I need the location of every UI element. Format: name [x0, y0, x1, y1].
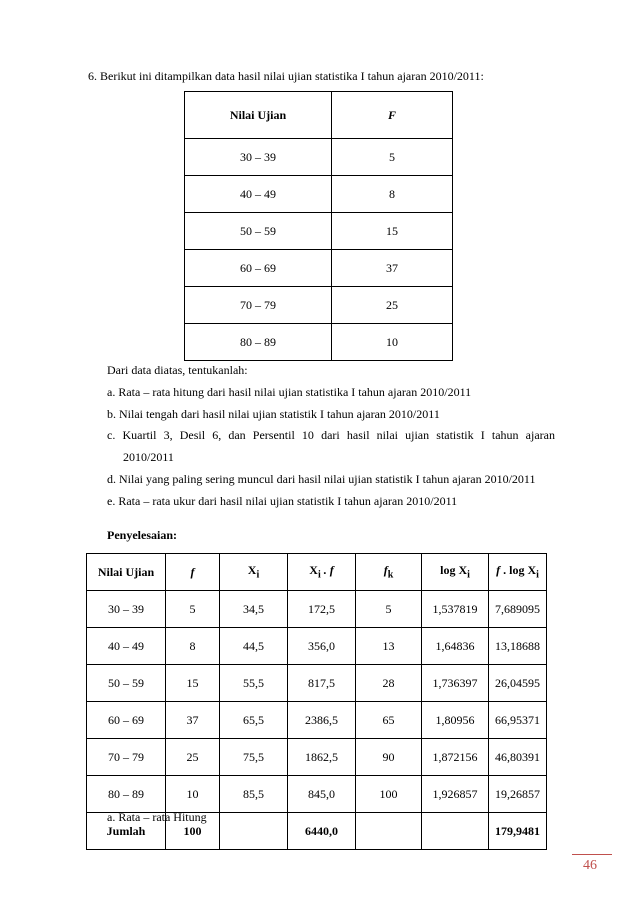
header-fk-text: f: [383, 563, 388, 578]
header-xif-sub: i: [317, 569, 321, 581]
table-cell: 30 – 39: [185, 139, 332, 176]
solution-table: [86, 553, 547, 850]
header-f-log-xi: [489, 554, 547, 591]
table-cell: 13,18688: [489, 628, 547, 665]
total-f: 100: [166, 813, 220, 850]
table-cell: 50 – 59: [185, 213, 332, 250]
table-cell: 10: [332, 324, 453, 361]
table-cell: 55,5: [220, 665, 288, 702]
solution-header-row: [87, 554, 547, 591]
table-header-row: [185, 92, 453, 139]
table-row: [185, 250, 453, 287]
header-xi-text: X: [247, 563, 257, 578]
instruction-a: a. Rata – rata hitung dari hasil nilai ujian statistika I tahun ajaran 2010/2011: [107, 384, 472, 399]
table-cell: 70 – 79: [185, 287, 332, 324]
table-row: [185, 176, 453, 213]
table-cell: 80 – 89: [87, 776, 166, 813]
header-nilai-ujian: Nilai Ujian: [87, 554, 166, 591]
table-cell: 65: [356, 702, 422, 739]
header-fk: [356, 554, 422, 591]
instruction-list: [107, 360, 555, 513]
table-cell: 25: [166, 739, 220, 776]
header-xi-f: [288, 554, 356, 591]
table-cell: 44,5: [220, 628, 288, 665]
instruction-intro: Dari data diatas, tentukanlah:: [107, 363, 248, 377]
table-cell: 25: [332, 287, 453, 324]
table-cell: 1,537819: [422, 591, 489, 628]
table-cell: 70 – 79: [87, 739, 166, 776]
table-cell: 26,04595: [489, 665, 547, 702]
header-xi-sub: i: [256, 569, 260, 581]
header-flog-text: . log X: [500, 563, 537, 578]
table-cell: 65,5: [220, 702, 288, 739]
table-cell: 1,64836: [422, 628, 489, 665]
table-cell: 85,5: [220, 776, 288, 813]
instruction-c-continued: 2010/2011: [123, 450, 174, 465]
table-cell: 15: [332, 213, 453, 250]
instruction-d: d. Nilai yang paling sering muncul dari hasil nilai ujian statistik I tahun ajaran 2010/2011: [107, 471, 536, 486]
table-cell: 5: [332, 139, 453, 176]
header-fk-sub: k: [387, 569, 394, 581]
header-logxi-text: log X: [440, 563, 468, 578]
table-cell: 7,689095: [489, 591, 547, 628]
frequency-table: [184, 91, 453, 361]
table-cell: 40 – 49: [87, 628, 166, 665]
header-flog-prefix: f: [496, 563, 501, 578]
table-cell: 1,80956: [422, 702, 489, 739]
table-row: [87, 628, 547, 665]
header-f: F: [332, 92, 453, 139]
table-cell: 66,95371: [489, 702, 547, 739]
table-row: [185, 287, 453, 324]
instruction-e: e. Rata – rata ukur dari hasil nilai ujian statistik I tahun ajaran 2010/2011: [107, 493, 458, 508]
table-cell: 37: [166, 702, 220, 739]
table-cell: 60 – 69: [185, 250, 332, 287]
table-cell: 28: [356, 665, 422, 702]
table-cell: 15: [166, 665, 220, 702]
table-cell: 40 – 49: [185, 176, 332, 213]
table-cell: 1,872156: [422, 739, 489, 776]
table-row: [185, 213, 453, 250]
table-cell: 30 – 39: [87, 591, 166, 628]
table-cell: 37: [332, 250, 453, 287]
total-empty: [220, 813, 288, 850]
table-cell: 817,5: [288, 665, 356, 702]
table-cell: 5: [166, 591, 220, 628]
table-cell: 90: [356, 739, 422, 776]
table-cell: 1862,5: [288, 739, 356, 776]
header-log-xi: [422, 554, 489, 591]
table-cell: 80 – 89: [185, 324, 332, 361]
header-logxi-sub: i: [467, 569, 470, 581]
table-cell: 100: [356, 776, 422, 813]
table-cell: 2386,5: [288, 702, 356, 739]
question-title: 6. Berikut ini ditampilkan data hasil nilai ujian statistika I tahun ajaran 2010/2011:: [88, 69, 484, 83]
total-empty: [356, 813, 422, 850]
total-label: Jumlah: [87, 813, 166, 850]
table-cell: 13: [356, 628, 422, 665]
page-number: 46: [583, 858, 597, 873]
table-cell: 356,0: [288, 628, 356, 665]
table-cell: 75,5: [220, 739, 288, 776]
table-cell: 50 – 59: [87, 665, 166, 702]
page-number-divider: [572, 854, 612, 855]
table-row: [87, 739, 547, 776]
table-cell: 34,5: [220, 591, 288, 628]
table-row: [185, 139, 453, 176]
table-row: [87, 776, 547, 813]
table-cell: 1,736397: [422, 665, 489, 702]
header-xi: [220, 554, 288, 591]
header-f: f: [166, 554, 220, 591]
table-cell: 1,926857: [422, 776, 489, 813]
table-row: [87, 591, 547, 628]
table-cell: 10: [166, 776, 220, 813]
header-xif-suffix: . f: [320, 563, 334, 578]
header-flog-sub: i: [536, 569, 539, 581]
table-cell: 845,0: [288, 776, 356, 813]
header-nilai-ujian: Nilai Ujian: [185, 92, 332, 139]
solution-label: Penyelesaian:: [107, 528, 177, 542]
table-cell: 172,5: [288, 591, 356, 628]
table-row: [87, 665, 547, 702]
table-cell: 46,80391: [489, 739, 547, 776]
table-cell: 60 – 69: [87, 702, 166, 739]
total-xif: 6440,0: [288, 813, 356, 850]
table-row: [87, 702, 547, 739]
total-flog: 179,9481: [489, 813, 547, 850]
table-cell: 8: [332, 176, 453, 213]
table-row: [185, 324, 453, 361]
header-xif-text: X: [309, 563, 318, 578]
instruction-b: b. Nilai tengah dari hasil nilai ujian statistik I tahun ajaran 2010/2011: [107, 406, 440, 421]
table-cell: 5: [356, 591, 422, 628]
table-cell: 19,26857: [489, 776, 547, 813]
total-empty: [422, 813, 489, 850]
instruction-c: c. Kuartil 3, Desil 6, dan Persentil 10 dari hasil nilai ujian statistik I tahun ajaran: [107, 428, 555, 443]
table-cell: 8: [166, 628, 220, 665]
answer-a-heading: a. Rata – rata Hitung: [107, 810, 207, 824]
